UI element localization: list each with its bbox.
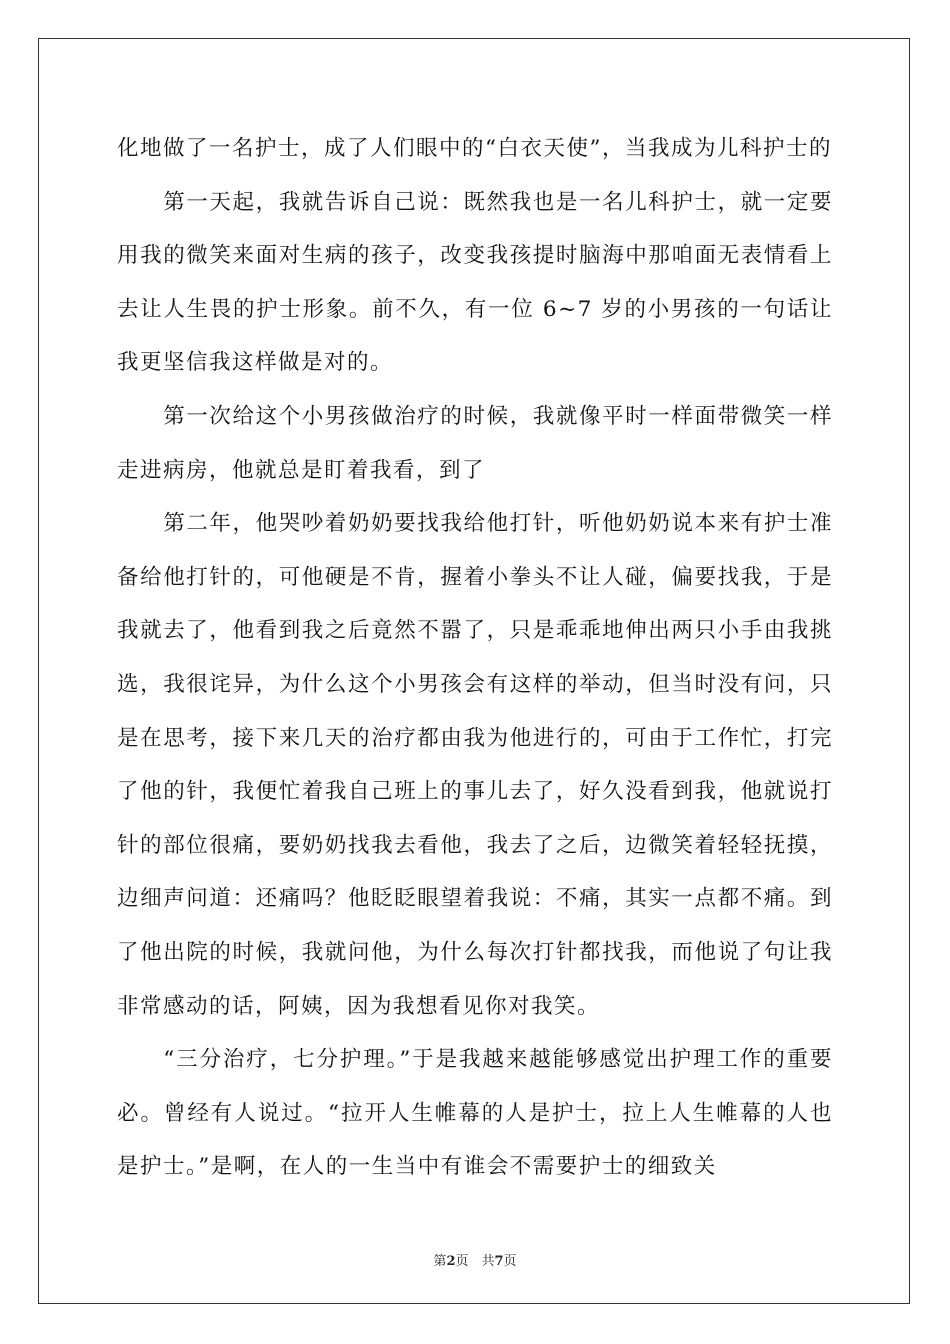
page-total: 7 xyxy=(494,1254,504,1269)
paragraph: “三分治疗，七分护理。”于是我越来越能够感觉出护理工作的重要必。曾经有人说过。“拉开人生帷幕的人是护士，拉上人生帷幕的人也是护士。”是啊，在人的一生当中有谁会不需要护士的细致关 xyxy=(117,1047,833,1180)
page-footer xyxy=(0,1250,950,1269)
page-mid: 页 共 xyxy=(455,1254,495,1269)
document-body xyxy=(117,122,833,1194)
paragraph: 第一次给这个小男孩做治疗的时候，我就像平时一样面带微笑一样走进病房，他就总是盯着我看，到了 xyxy=(117,403,833,483)
paragraph: 第二年，他哭吵着奶奶要找我给他打针，听他奶奶说本来有护士准备给他打针的，可他硬是不肯，握着小拳头不让人碰，偏要找我，于是我就去了，他看到我之后竟然不嚣了，只是乖乖地伸出两只小手由我挑选，我很诧异，为什么这个小男孩会有这样的举动，但当时没有问，只是在思考，接下来几天的治疗都由我为他进行的，可由于工作忙，打完了他的针，我便忙着我自己班上的事儿去了，好久没看到我，他就说打针的部位很痛，要奶奶找我去看他，我去了之后，边微笑着轻轻抚摸，边细声问道：还痛吗？他眨眨眼望着我说：不痛，其实一点都不痛。到了他出院的时候，我就问他，为什么每次打针都找我，而他说了句让我非常感动的话，阿姨，因为我想看见你对我笑。 xyxy=(117,511,833,1019)
page-prefix: 第 xyxy=(433,1254,447,1269)
page-current: 2 xyxy=(446,1254,456,1269)
paragraph-continuation: 化地做了一名护士，成了人们眼中的“白衣天使”，当我成为儿科护士的 xyxy=(117,136,832,161)
page-suffix: 页 xyxy=(503,1254,517,1269)
paragraph: 第一天起，我就告诉自己说：既然我也是一名儿科护士，就一定要用我的微笑来面对生病的孩子，改变我孩提时脑海中那咱面无表情看上去让人生畏的护士形象。前不久，有一位 6~7 岁的小男孩的一句话让我更坚信我这样做是对的。 xyxy=(117,189,833,376)
